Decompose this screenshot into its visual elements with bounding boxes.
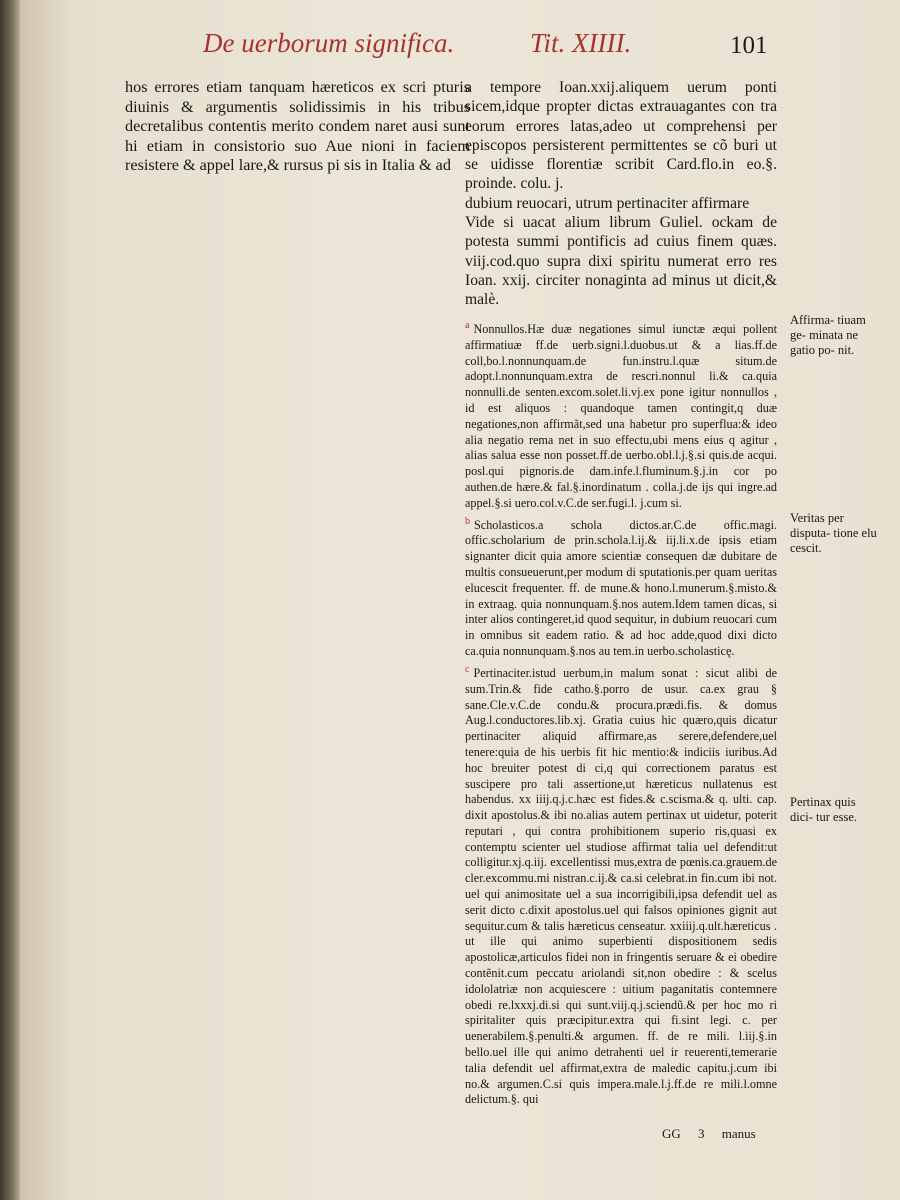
right-column bbox=[465, 78, 777, 310]
commentary-notes bbox=[465, 318, 777, 1110]
note-marker-b: b bbox=[465, 515, 470, 527]
page-footer bbox=[662, 1126, 770, 1142]
signature-mark: GG bbox=[662, 1126, 681, 1141]
right-paragraph-2: dubium reuocari, utrum pertinaciter affirmare bbox=[465, 194, 750, 212]
catchword: manus bbox=[721, 1126, 756, 1141]
running-head-titulus: Tit. XIIII. bbox=[530, 28, 632, 58]
note-text: Pertinaciter.istud uerbum,in malum sonat : sicut alibi de sum.Trin.& fide catho.§.porro de usur. ca.ex grau § sane.Cle.v.C.de condu.& procura.prædi.fis. & domus Aug.l.conductores.lib.xj. Gratia cuius hic quæro,quis dicatur pertinaciter aliquid affirmare,as serere,defendere,uel tenere:quia de his uerbis fit hic mentio:& indiciis iuribus.Ad hoc breuiter potest di ci,q qui correctionem paratus est suscipere pro tali assertione,ut hæreticus nullatenus est habendus. xx iiij.q.j.c.hæc est fides.& c.scisma.& q. ulti. cap. dixit apostolus.& ibi no.alias autem pertinax ut uidetur, poterit reputari , qui contra prohibitionem superio ris,quasi ex contemptu scienter uel studiose affirmat talia uel defendit:ut colligitur.xj.q.iij. excellentissi mus,extra de pœnis.ca.grauem.de cler.excommu.mi nistran.c.ij.& ca.si celebrat.in fin.cum ibi not. uel qui animositate uel a sua incorrigibili,ipsa defendit uel as serit dicto c.dixit apostolus.uel qui falsos opiniones gignit aut sequitur.cum & talis hæreticus censeatur. xxiiij.q.ult.hæreticus . ut ille qui animo superbienti dispositionem sedis apostolicæ,articulos fidei non in fringentis seruare & ei obedire contẽnit.cum peccatu ariolandi sit,non obedire : & scelus idololatriæ non acquiescere : uitium paganitatis contemnere obedi re.lxxxj.di.si qui sunt.viij.q.j.sciendũ.& per hoc mo ri spiritaliter quis præcipitur.extra qui fi.sint legi. c. per uenerabilem.§.penulti.& argumen. ff. de re mili. l.iij.§.in bello.uel ille qui animo detrahenti uel ir reuerenti,temerarie talia defendit uel affirmat,extra de maledic capitu.j.cum ibi no.& argumen.C.si quis impera.male.l.j.ff.de re mili.l.omne delictum.§. qui bbox=[465, 665, 777, 1107]
note-b bbox=[465, 514, 777, 660]
marginal-note-veritas: Veritas per disputa- tione elu cescit. bbox=[790, 511, 877, 555]
marginal-note-affirmativa: Affirma- tiuam ge- minata ne gatio po- nit. bbox=[790, 313, 866, 357]
note-marker-c: c bbox=[465, 663, 470, 675]
marginal-note-pertinax: Pertinax quis dici- tur esse. bbox=[790, 795, 857, 824]
left-paragraph-1: hos errores etiam tanquam hæreticos ex scri pturis diuinis & argumentis solidissimis in his tribus decretalibus contentis merito condem naret ausi sunt hi etiam in consistorio suo Aue nioni in faciem resistere & appel lare,& rursus pi sis in Italia & ad bbox=[125, 78, 470, 175]
right-paragraph-3: Vide si uacat alium librum Guliel. ockam de potesta summi pontificis ad cuius finem quæs. viij.cod.quo supra dixi spiritu numerat erro res Ioan. xxij. circiter nonaginta ad minus ut dicit,& malè. bbox=[465, 214, 777, 309]
note-marker-a: a bbox=[465, 320, 470, 331]
signature-number: 3 bbox=[698, 1126, 705, 1141]
note-text: Nonnullos.Hæ duæ negationes simul iunctæ æqui pollent affirmatiuæ ff.de uerb.signi.l.duobus.ut & a lias.ff.de coll,bo.l.nonnunquam.de fun.instru.l.quæ situm.de adopt.l.nonnunquam.extra de rescri.nonnul li.& ca.quia nonnulli.de senten.excom.solet.li.vj.ex pone igitur nonnullos , id est aliquos : quandoque tamen contingit,q duæ negationes,non affirmãt,sed una habetur pro superflua:& ideo alia negatio rema net in suo effectu,ubi mens eius q agitur , alias salua esse non posset.ff.de uerbo.obl.l.j.§.si quis.de acqui. posl.qui pignoris.de dam.infe.l.fluminum.§.j.in cor po authen.de hære.& fal.§.inordinatum . colla.j.de ijs qui ingre.ad appel.§.si uero.col.v.C.de ser.fugi.l. j.cum si. bbox=[465, 322, 777, 510]
book-spine bbox=[0, 0, 20, 1200]
note-c bbox=[465, 662, 777, 1108]
left-column bbox=[125, 78, 470, 176]
right-paragraph-1: a tempore Ioan.xxij.aliquem uerum ponti sicem,idque propter dictas extrauagantes con tra eorum errores latas,adeo ut comprehensi per episcopos persisterent permittentes se cõ buri ut se uidisse florentiæ scribit Card.flo.in eo.§. proinde. colu. j. bbox=[465, 79, 777, 193]
running-head bbox=[20, 28, 900, 68]
book-page bbox=[20, 0, 900, 1200]
note-text: Scholasticos.a schola dictos.ar.C.de offic.magi. offic.scholarium de prin.schola.l.ij.& iij.li.x.de ipsis etiam signanter dicit quia amore scientiæ consequen dæ dubitare de multis consueuerunt,per modum di sputationis.per quam ueritas elucescit frequenter. ff. de mune.& hono.l.munerum.§.misto.& in extraag. quia nonnunquam.§.nos autem.Idem tamen dicas, si inter alios contingeret,id quod sequitur, in dubium reuocari cum in omnibus sit eadem ratio. & ad hoc adde,quod dixi dicto ca.quia nonnunquam.§.nos au tem.in uerbo.scholasticę. bbox=[465, 517, 777, 659]
running-head-title: De uerborum significa. bbox=[203, 28, 455, 58]
folio-number: 101 bbox=[730, 32, 768, 59]
note-a bbox=[465, 318, 777, 512]
